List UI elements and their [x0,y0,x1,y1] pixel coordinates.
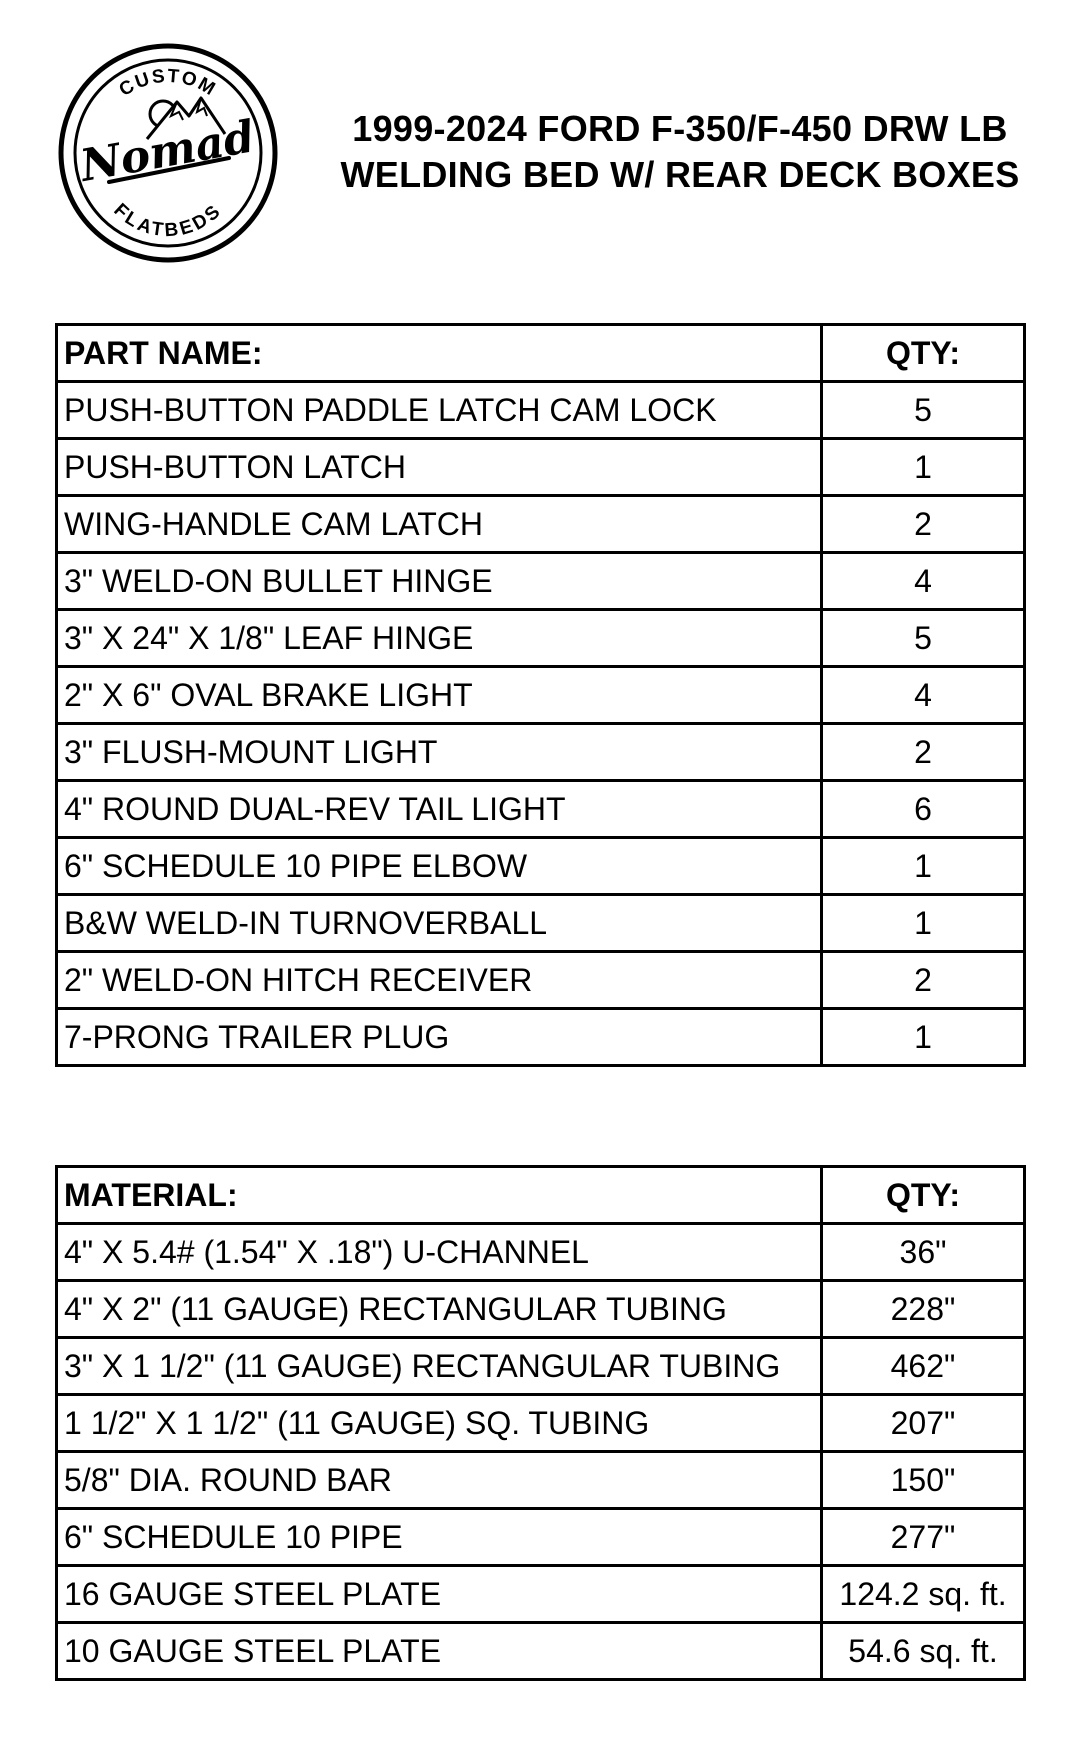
qty-header: QTY: [822,1167,1025,1224]
part-row [57,781,1025,838]
material-row-qty: 228" [822,1281,1025,1338]
material-row-name: 5/8" DIA. ROUND BAR [57,1452,822,1509]
material-row [57,1452,1025,1509]
material-row-name: 10 GAUGE STEEL PLATE [57,1623,822,1680]
nomad-logo [57,42,279,264]
material-row [57,1566,1025,1623]
part-row [57,838,1025,895]
material-row-qty: 54.6 sq. ft. [822,1623,1025,1680]
part-row-name: 3" FLUSH-MOUNT LIGHT [57,724,822,781]
part-row-name: 3" X 24" X 1/8" LEAF HINGE [57,610,822,667]
table-header-row [57,1167,1025,1224]
part-row-name: B&W WELD-IN TURNOVERBALL [57,895,822,952]
material-row-name: 16 GAUGE STEEL PLATE [57,1566,822,1623]
logo-bottom-text: FLATBEDS [109,199,227,242]
material-row-qty: 277" [822,1509,1025,1566]
material-row-name: 4" X 5.4# (1.54" X .18") U-CHANNEL [57,1224,822,1281]
material-row-qty: 462" [822,1338,1025,1395]
part-row [57,439,1025,496]
material-row [57,1623,1025,1680]
title-line-2: WELDING BED W/ REAR DECK BOXES [340,154,1020,195]
part-row-qty: 2 [822,496,1025,553]
part-row [57,667,1025,724]
part-row [57,952,1025,1009]
part-row-name: 6" SCHEDULE 10 PIPE ELBOW [57,838,822,895]
part-row-qty: 5 [822,382,1025,439]
part-row-qty: 6 [822,781,1025,838]
material-header: MATERIAL: [57,1167,822,1224]
material-row-qty: 36" [822,1224,1025,1281]
part-row-name: 4" ROUND DUAL-REV TAIL LIGHT [57,781,822,838]
material-row-qty: 150" [822,1452,1025,1509]
part-row [57,1009,1025,1066]
part-row [57,553,1025,610]
material-row-qty: 124.2 sq. ft. [822,1566,1025,1623]
part-row-name: PUSH-BUTTON LATCH [57,439,822,496]
logo-brand-text: Nomad [76,111,259,192]
table-header-row [57,325,1025,382]
part-row-name: 3" WELD-ON BULLET HINGE [57,553,822,610]
svg-text:CUSTOM [116,66,220,101]
material-row-name: 1 1/2" X 1 1/2" (11 GAUGE) SQ. TUBING [57,1395,822,1452]
part-row-qty: 5 [822,610,1025,667]
part-row [57,895,1025,952]
part-row-qty: 2 [822,952,1025,1009]
material-row [57,1224,1025,1281]
part-row [57,496,1025,553]
qty-header: QTY: [822,325,1025,382]
material-row [57,1395,1025,1452]
part-name-header: PART NAME: [57,325,822,382]
material-row-name: 3" X 1 1/2" (11 GAUGE) RECTANGULAR TUBING [57,1338,822,1395]
part-row-name: 2" X 6" OVAL BRAKE LIGHT [57,667,822,724]
part-row [57,382,1025,439]
material-row [57,1509,1025,1566]
part-row-qty: 1 [822,439,1025,496]
part-row-name: WING-HANDLE CAM LATCH [57,496,822,553]
part-row-qty: 1 [822,895,1025,952]
page-title [300,106,1060,198]
logo-top-text: CUSTOM [115,65,221,101]
part-row-qty: 1 [822,1009,1025,1066]
material-row-name: 6" SCHEDULE 10 PIPE [57,1509,822,1566]
material-row-name: 4" X 2" (11 GAUGE) RECTANGULAR TUBING [57,1281,822,1338]
part-row-name: 2" WELD-ON HITCH RECEIVER [57,952,822,1009]
material-row-qty: 207" [822,1395,1025,1452]
part-row-qty: 4 [822,553,1025,610]
part-row-name: PUSH-BUTTON PADDLE LATCH CAM LOCK [57,382,822,439]
part-row-name: 7-PRONG TRAILER PLUG [57,1009,822,1066]
part-row [57,610,1025,667]
title-line-1: 1999-2024 FORD F-350/F-450 DRW LB [352,108,1008,149]
part-row-qty: 2 [822,724,1025,781]
part-row [57,724,1025,781]
materials-table [55,1165,1026,1681]
part-row-qty: 1 [822,838,1025,895]
material-row [57,1281,1025,1338]
material-row [57,1338,1025,1395]
parts-table [55,323,1026,1067]
part-row-qty: 4 [822,667,1025,724]
